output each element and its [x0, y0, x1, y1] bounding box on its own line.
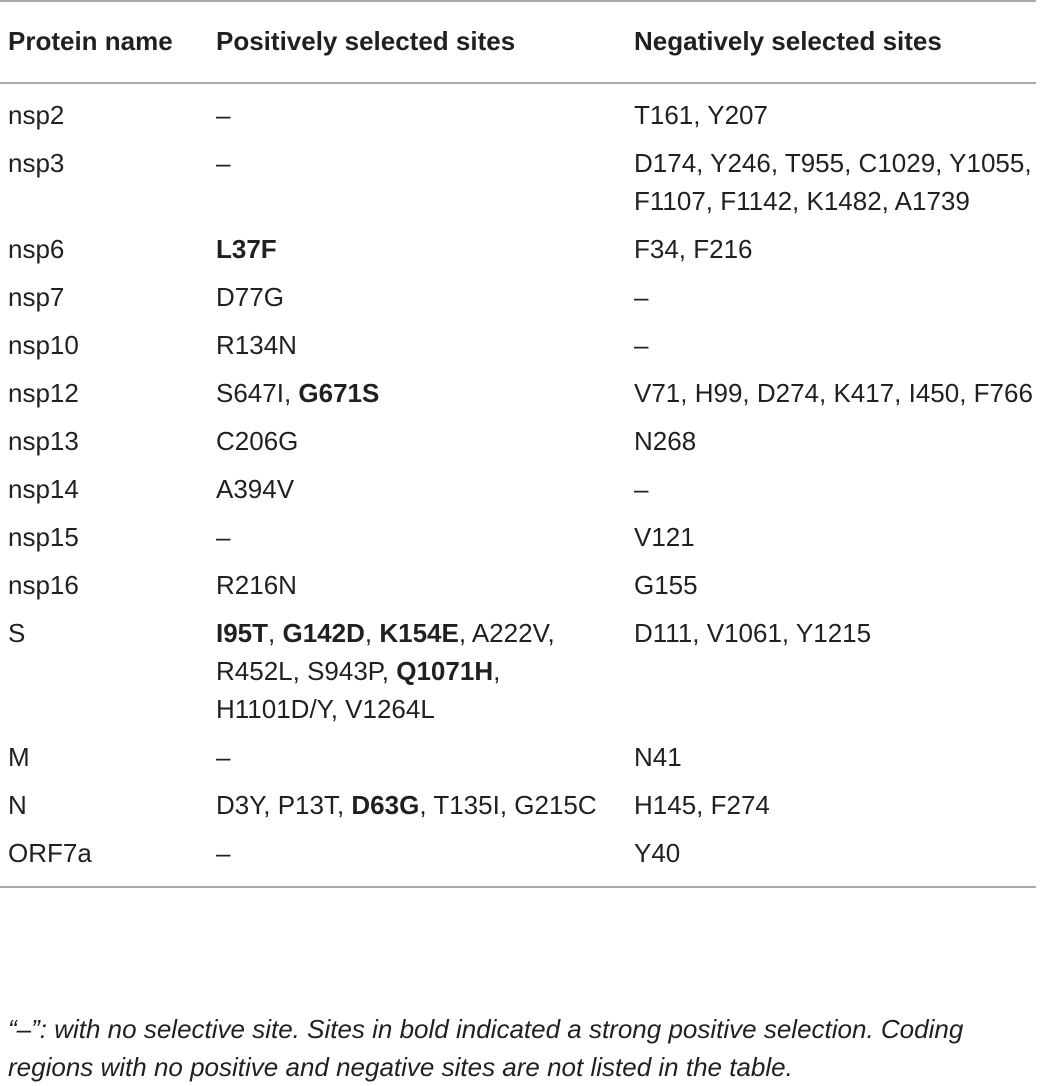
protein-name-cell: nsp14	[8, 474, 79, 504]
positive-sites-cell	[208, 272, 626, 320]
positive-sites-cell	[208, 560, 626, 608]
positive-site: S943P	[307, 656, 382, 686]
table-row	[0, 224, 1036, 272]
protein-name-cell: nsp10	[8, 330, 79, 360]
positive-sites-cell	[208, 320, 626, 368]
table-row	[0, 368, 1036, 416]
protein-name-cell: S	[8, 618, 26, 648]
negative-sites-cell: Y40	[626, 828, 1036, 887]
negative-sites-cell: V121	[634, 522, 695, 552]
protein-name-cell: nsp7	[8, 282, 65, 312]
table-row	[0, 416, 1036, 464]
positive-site: R452L	[216, 656, 293, 686]
positive-site: –	[216, 148, 231, 178]
positive-sites-cell	[208, 732, 626, 780]
positive-site: D3Y	[216, 790, 264, 820]
table-row	[0, 512, 1036, 560]
table-footnote: “–”: with no selective site. Sites in bold indicated a strong positive selection. Coding regions with no positive and negative sites are not listed in the table.	[8, 1014, 964, 1082]
positive-site: V1264L	[345, 694, 435, 724]
positive-site: D63G	[351, 790, 420, 820]
negative-sites-cell: –	[634, 474, 649, 504]
positive-site: K154E	[379, 618, 459, 648]
positive-site: A222V	[471, 618, 548, 648]
positive-site: R216N	[216, 570, 297, 600]
positive-site: P13T	[277, 790, 337, 820]
positive-site: L37F	[216, 234, 277, 264]
header-negative-sites: Negatively selected sites	[626, 1, 1036, 83]
positive-site: Q1071H	[396, 656, 494, 686]
positive-site: C206G	[216, 426, 299, 456]
positive-site: –	[216, 522, 231, 552]
positive-sites-cell	[208, 512, 626, 560]
table-row	[0, 828, 1036, 887]
protein-name-cell: nsp6	[8, 234, 65, 264]
positive-site: G142D	[282, 618, 365, 648]
negative-sites-cell: D111, V1061, Y1215	[634, 618, 872, 648]
protein-name-cell: ORF7a	[0, 828, 208, 887]
negative-sites-cell: T161, Y207	[634, 100, 768, 130]
positive-sites-cell	[208, 138, 626, 224]
header-row	[0, 1, 1036, 83]
positive-site: –	[216, 838, 231, 868]
positive-sites-cell	[208, 416, 626, 464]
positive-site: T135I	[433, 790, 500, 820]
positive-site: I95T	[216, 618, 269, 648]
table-row	[0, 608, 1036, 732]
positive-sites-cell	[208, 83, 626, 138]
positive-site: R134N	[216, 330, 297, 360]
protein-name-cell: nsp15	[8, 522, 79, 552]
positive-site: –	[216, 100, 231, 130]
protein-name-cell: M	[8, 742, 30, 772]
positive-sites-cell	[208, 828, 626, 887]
negative-sites-cell: –	[634, 282, 649, 312]
table-row	[0, 780, 1036, 828]
positive-sites-cell	[208, 224, 626, 272]
table-header	[0, 1, 1036, 83]
header-positive-sites: Positively selected sites	[208, 1, 626, 83]
protein-name-cell: nsp13	[8, 426, 79, 456]
positive-site: H1101D/Y	[216, 694, 331, 724]
negative-sites-cell: D174, Y246, T955, C1029, Y1055, F1107, F1142, K1482, A1739	[634, 148, 1032, 216]
negative-sites-cell: V71, H99, D274, K417, I450, F766	[634, 378, 1033, 408]
table-row	[0, 138, 1036, 224]
negative-sites-cell: N41	[634, 742, 682, 772]
protein-name-cell: N	[8, 790, 27, 820]
negative-sites-cell: F34, F216	[634, 234, 753, 264]
table-row	[0, 732, 1036, 780]
negative-sites-cell: H145, F274	[634, 790, 770, 820]
protein-name-cell: nsp3	[8, 148, 65, 178]
negative-sites-cell: –	[634, 330, 649, 360]
positive-sites-cell: D3Y, P13T, D63G, T135I, G215C	[216, 790, 597, 820]
positive-site: D77G	[216, 282, 284, 312]
positive-site: G671S	[298, 378, 380, 408]
table-body	[0, 83, 1036, 887]
table-row	[0, 83, 1036, 138]
protein-name-cell: nsp16	[8, 570, 79, 600]
positive-sites-cell: I95T, G142D, K154E, A222V, R452L, S943P, Q1071H, H1101D/Y, V1264L	[216, 618, 555, 724]
positive-site: G215C	[514, 790, 597, 820]
positive-sites-cell: S647I, G671S	[216, 378, 380, 408]
positive-site: A394V	[216, 474, 295, 504]
protein-name-cell: nsp12	[8, 378, 79, 408]
positive-sites-cell	[208, 464, 626, 512]
header-protein-name: Protein name	[0, 1, 208, 83]
table-row	[0, 560, 1036, 608]
protein-name-cell: nsp2	[8, 100, 65, 130]
positive-site: –	[216, 742, 231, 772]
negative-sites-cell: G155	[634, 570, 698, 600]
positive-site: S647I	[216, 378, 284, 408]
table-row	[0, 464, 1036, 512]
negative-sites-cell: N268	[634, 426, 697, 456]
table-row	[0, 320, 1036, 368]
table-row	[0, 272, 1036, 320]
